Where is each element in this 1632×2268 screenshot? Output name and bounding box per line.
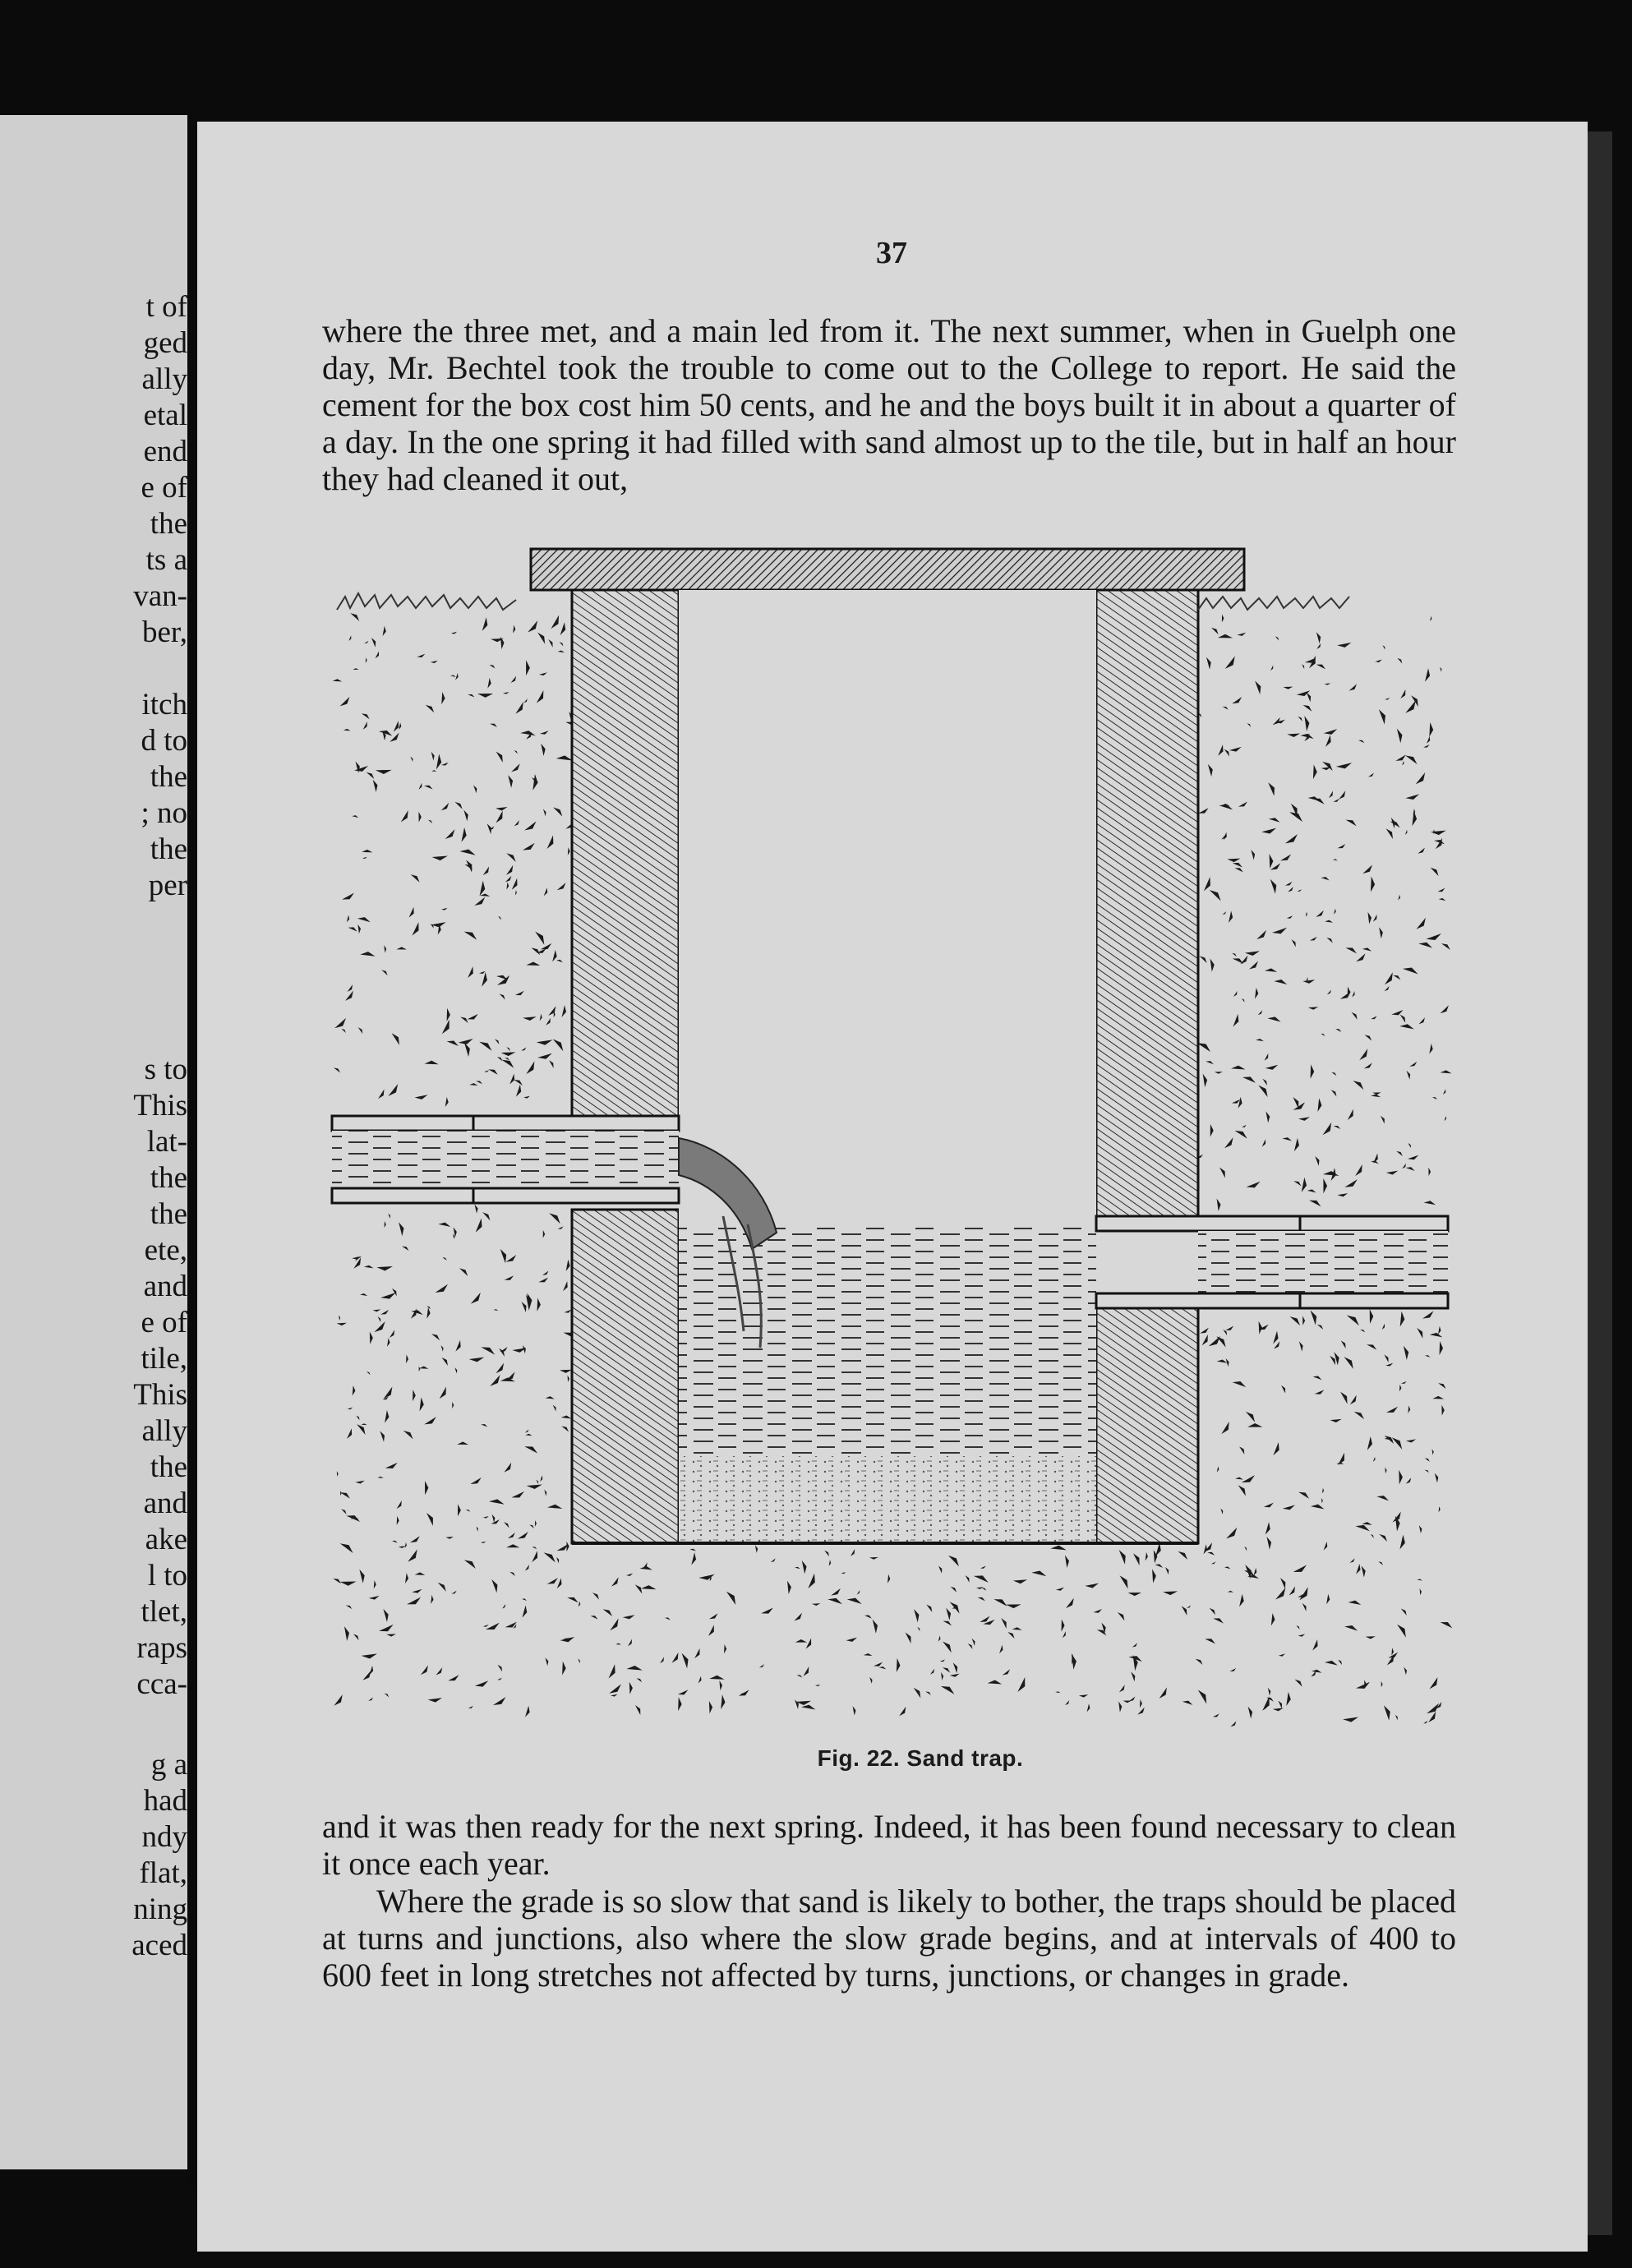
left-page-fragment: ally xyxy=(141,362,187,396)
left-page-fragment: ally xyxy=(141,1414,187,1448)
page-number: 37 xyxy=(876,236,907,270)
left-page-fragment: flat, xyxy=(139,1856,187,1890)
left-page-fragment: ndy xyxy=(141,1820,187,1854)
left-page-fragment: ber, xyxy=(141,615,187,649)
left-page-fragment: This xyxy=(133,1089,187,1122)
left-page-fragment: and xyxy=(143,1487,187,1520)
left-page-fragment: ; no xyxy=(141,796,187,830)
left-page-fragment: e of xyxy=(141,1306,187,1339)
top-paragraph: where the three met, and a main led from it. The next summer, when in Guelph one day, Mr. Bechtel took the trouble to come out to the College to report. He said the cement for the box cost him 50 cents, and he and the boys built it in about a quarter of a day. In the one spring it had filled with sand almost up to the tile, but in half an hour they had cleaned it out, xyxy=(322,312,1456,497)
left-page-fragment: itch xyxy=(141,688,187,721)
left-page-fragment: per xyxy=(148,869,187,902)
left-page-fragment: etal xyxy=(143,399,187,432)
left-page-fragment: tlet, xyxy=(141,1595,187,1629)
left-page-fragment: g a xyxy=(150,1748,187,1782)
inlet-tile xyxy=(332,1116,679,1203)
cover-slab xyxy=(531,549,1244,590)
bottom-paragraph-2: Where the grade is so slow that sand is likely to bother, the traps should be placed at turns and junctions, also where the slow grade begins, and at intervals of 400 to 600 feet in long stretches not affected by turns, junctions, or changes in grade. xyxy=(322,1883,1456,1994)
left-page-fragment: raps xyxy=(136,1631,187,1665)
figure-caption: Fig. 22. Sand trap. xyxy=(817,1745,1024,1771)
bottom-paragraph-1: and it was then ready for the next spring. Indeed, it has been found necessary to clean it once each year. xyxy=(322,1808,1456,1882)
left-page-fragment: ts a xyxy=(145,543,187,577)
left-page-fragment: This xyxy=(133,1378,187,1412)
left-page-fragment: ged xyxy=(143,326,187,360)
left-page-fragment: van- xyxy=(133,579,187,613)
left-page-fragment: l to xyxy=(147,1559,187,1593)
left-concrete-wall xyxy=(572,590,679,1543)
left-page-fragment: the xyxy=(150,507,187,541)
left-page-fragment: e of xyxy=(141,471,187,505)
left-page-fragment: cca- xyxy=(136,1667,187,1701)
left-page-fragment: s to xyxy=(144,1053,187,1086)
left-page-fragment: ete, xyxy=(144,1233,187,1267)
left-page-fragment: tile, xyxy=(141,1342,187,1376)
left-page-fragment: t of xyxy=(145,290,187,324)
left-page-fragment: the xyxy=(150,832,187,866)
right-concrete-wall xyxy=(1096,590,1198,1543)
left-page-fragment: and xyxy=(143,1270,187,1303)
left-page-fragment: lat- xyxy=(146,1125,187,1159)
left-page-fragment: the xyxy=(150,1450,187,1484)
left-page-fragment: d to xyxy=(141,724,187,758)
left-page-fragment: had xyxy=(143,1784,187,1818)
left-page-fragment: end xyxy=(143,435,187,468)
outlet-tile xyxy=(1096,1216,1448,1308)
left-page-fragment: the xyxy=(150,1161,187,1195)
left-page-fragment: the xyxy=(150,760,187,794)
left-page-fragment: ning xyxy=(133,1892,187,1926)
left-page-fragment: ake xyxy=(145,1523,187,1556)
left-page-fragment: the xyxy=(150,1197,187,1231)
left-page-fragment: aced xyxy=(131,1929,187,1962)
